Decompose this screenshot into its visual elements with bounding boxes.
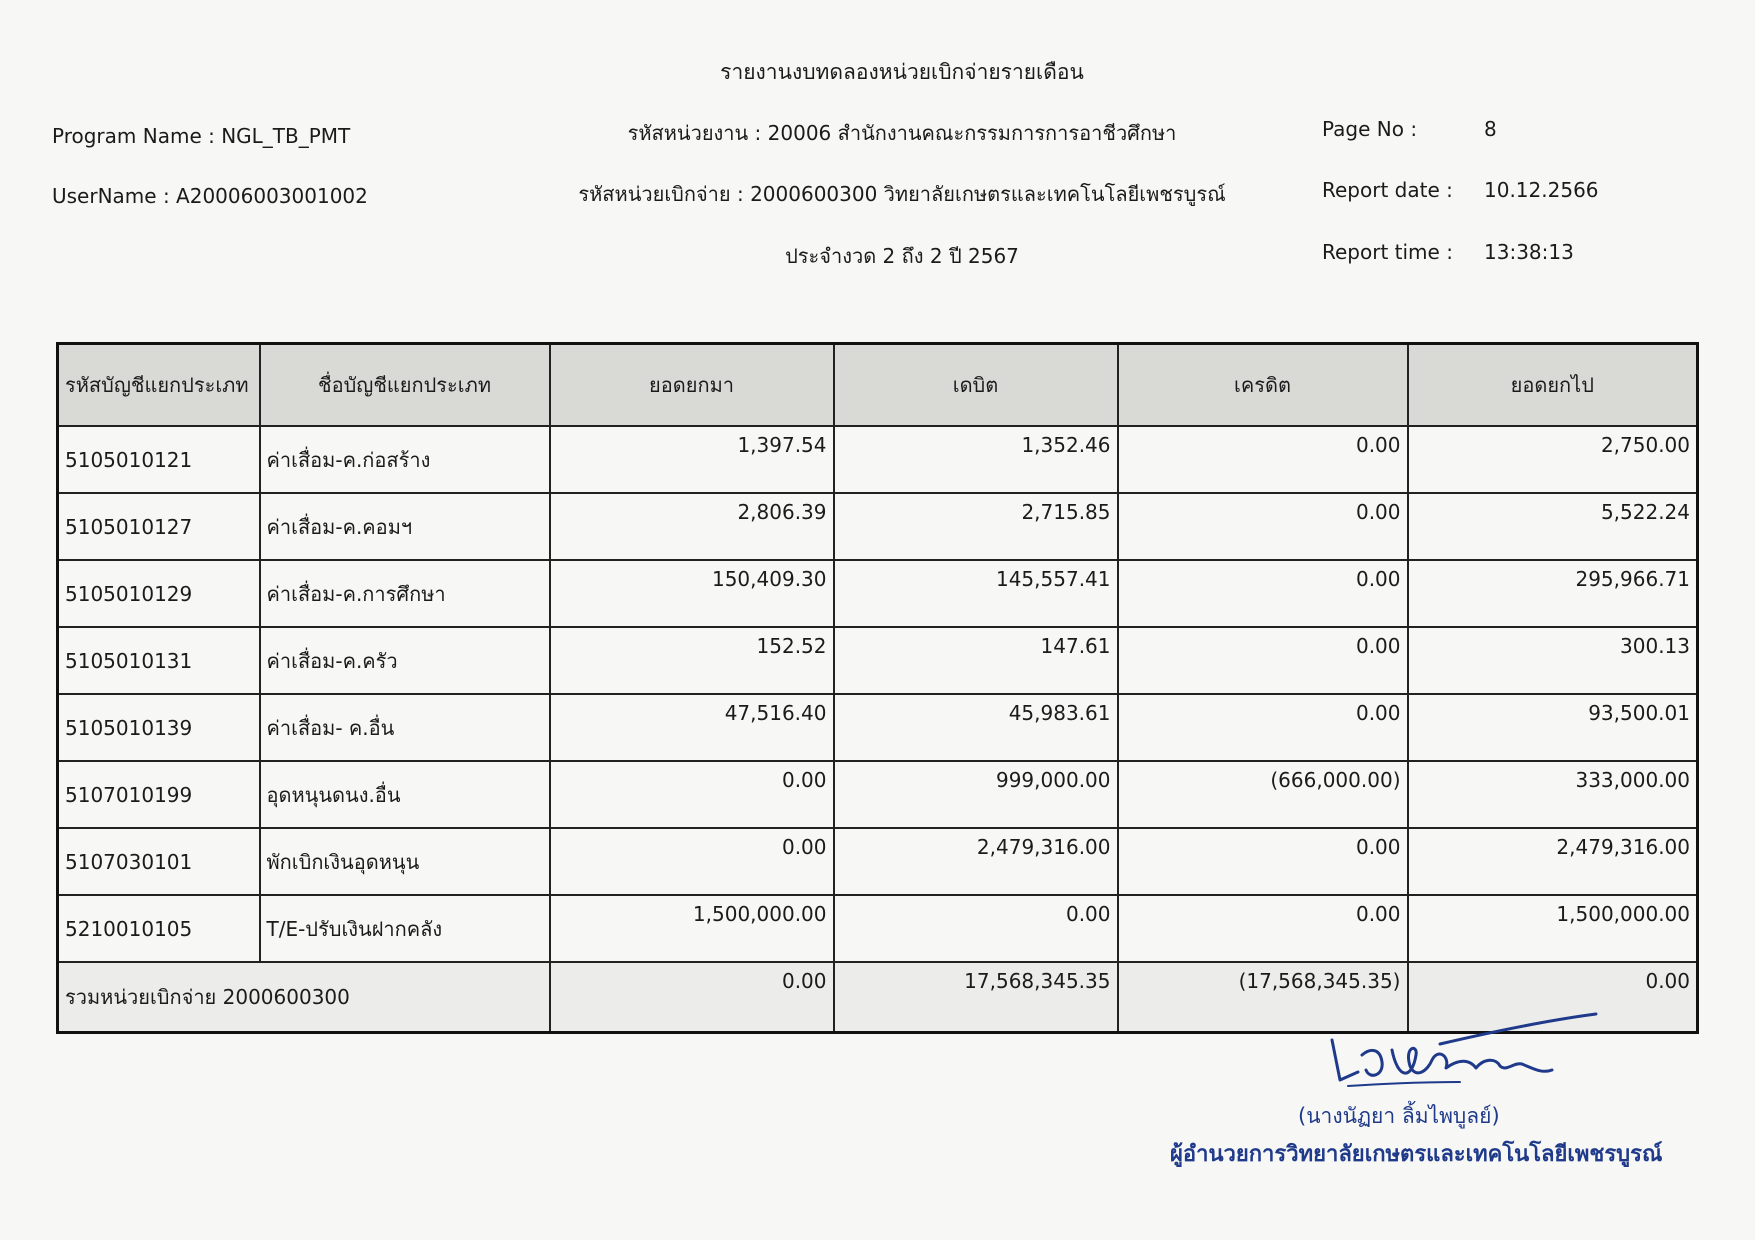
report-date-label: Report date : <box>1322 178 1453 202</box>
period-line: ประจำงวด 2 ถึง 2 ปี 2567 <box>785 244 1019 268</box>
account-name: ค่าเสื่อม-ค.ครัว <box>260 627 550 694</box>
account-name: ค่าเสื่อม-ค.การศึกษา <box>260 560 550 627</box>
carried-forward: 2,750.00 <box>1408 426 1698 493</box>
credit: 0.00 <box>1118 627 1408 694</box>
brought-forward: 47,516.40 <box>550 694 834 761</box>
carried-forward: 93,500.01 <box>1408 694 1698 761</box>
credit: 0.00 <box>1118 895 1408 962</box>
agency-line: รหัสหน่วยงาน : 20006 สำนักงานคณะกรรมการการอาชีวศึกษา <box>627 121 1177 145</box>
table-row <box>58 560 1698 627</box>
brought-forward: 150,409.30 <box>550 560 834 627</box>
brought-forward: 1,397.54 <box>550 426 834 493</box>
total-credit: (17,568,345.35) <box>1118 962 1408 1033</box>
page-no-label: Page No : <box>1322 117 1418 141</box>
total-label: รวมหน่วยเบิกจ่าย 2000600300 <box>58 962 550 1033</box>
account-code: 5105010131 <box>58 627 260 694</box>
total-carried-forward: 0.00 <box>1408 962 1698 1033</box>
report-date-value: 10.12.2566 <box>1484 178 1599 202</box>
debit: 0.00 <box>834 895 1118 962</box>
carried-forward: 300.13 <box>1408 627 1698 694</box>
table-row <box>58 694 1698 761</box>
credit: 0.00 <box>1118 493 1408 560</box>
col-debit: เดบิต <box>834 344 1118 427</box>
signer-name: (นางนัฏยา ลิ้มไพบูลย์) <box>1298 1104 1500 1128</box>
debit: 1,352.46 <box>834 426 1118 493</box>
col-credit: เครดิต <box>1118 344 1408 427</box>
account-code: 5105010127 <box>58 493 260 560</box>
table-row <box>58 828 1698 895</box>
page-no-value: 8 <box>1484 117 1497 141</box>
debit: 145,557.41 <box>834 560 1118 627</box>
carried-forward: 295,966.71 <box>1408 560 1698 627</box>
debit: 2,479,316.00 <box>834 828 1118 895</box>
brought-forward: 2,806.39 <box>550 493 834 560</box>
debit: 45,983.61 <box>834 694 1118 761</box>
account-name: T/E-ปรับเงินฝากคลัง <box>260 895 550 962</box>
trial-balance-table <box>56 342 1699 1034</box>
credit: (666,000.00) <box>1118 761 1408 828</box>
account-name: พักเบิกเงินอุดหนุน <box>260 828 550 895</box>
program-name: Program Name : NGL_TB_PMT <box>52 124 351 148</box>
total-brought-forward: 0.00 <box>550 962 834 1033</box>
account-name: ค่าเสื่อม- ค.อื่น <box>260 694 550 761</box>
credit: 0.00 <box>1118 828 1408 895</box>
account-code: 5107030101 <box>58 828 260 895</box>
account-code: 5107010199 <box>58 761 260 828</box>
col-account-code: รหัสบัญชีแยกประเภท <box>58 344 260 427</box>
report-title: รายงานงบทดลองหน่วยเบิกจ่ายรายเดือน <box>720 60 1084 84</box>
account-name: ค่าเสื่อม-ค.ก่อสร้าง <box>260 426 550 493</box>
account-name: อุดหนุนดนง.อื่น <box>260 761 550 828</box>
brought-forward: 0.00 <box>550 761 834 828</box>
account-code: 5210010105 <box>58 895 260 962</box>
carried-forward: 5,522.24 <box>1408 493 1698 560</box>
credit: 0.00 <box>1118 426 1408 493</box>
account-code: 5105010121 <box>58 426 260 493</box>
carried-forward: 2,479,316.00 <box>1408 828 1698 895</box>
credit: 0.00 <box>1118 560 1408 627</box>
table-row <box>58 761 1698 828</box>
total-debit: 17,568,345.35 <box>834 962 1118 1033</box>
col-account-name: ชื่อบัญชีแยกประเภท <box>260 344 550 427</box>
disbursing-unit-line: รหัสหน่วยเบิกจ่าย : 2000600300 วิทยาลัยเกษตรและเทคโนโลยีเพชรบูรณ์ <box>578 182 1226 206</box>
signer-title: ผู้อำนวยการวิทยาลัยเกษตรและเทคโนโลยีเพชรบูรณ์ <box>1170 1142 1663 1167</box>
handwritten-signature <box>1300 1000 1600 1095</box>
carried-forward: 1,500,000.00 <box>1408 895 1698 962</box>
col-brought-forward: ยอดยกมา <box>550 344 834 427</box>
table-row <box>58 627 1698 694</box>
credit: 0.00 <box>1118 694 1408 761</box>
debit: 147.61 <box>834 627 1118 694</box>
brought-forward: 0.00 <box>550 828 834 895</box>
account-code: 5105010129 <box>58 560 260 627</box>
brought-forward: 152.52 <box>550 627 834 694</box>
report-time-label: Report time : <box>1322 240 1453 264</box>
carried-forward: 333,000.00 <box>1408 761 1698 828</box>
table-row <box>58 426 1698 493</box>
col-carried-forward: ยอดยกไป <box>1408 344 1698 427</box>
table-header-row <box>58 344 1698 427</box>
table-row <box>58 895 1698 962</box>
report-time-value: 13:38:13 <box>1484 240 1574 264</box>
brought-forward: 1,500,000.00 <box>550 895 834 962</box>
account-name: ค่าเสื่อม-ค.คอมฯ <box>260 493 550 560</box>
debit: 999,000.00 <box>834 761 1118 828</box>
user-name: UserName : A20006003001002 <box>52 184 368 208</box>
debit: 2,715.85 <box>834 493 1118 560</box>
table-row <box>58 493 1698 560</box>
account-code: 5105010139 <box>58 694 260 761</box>
